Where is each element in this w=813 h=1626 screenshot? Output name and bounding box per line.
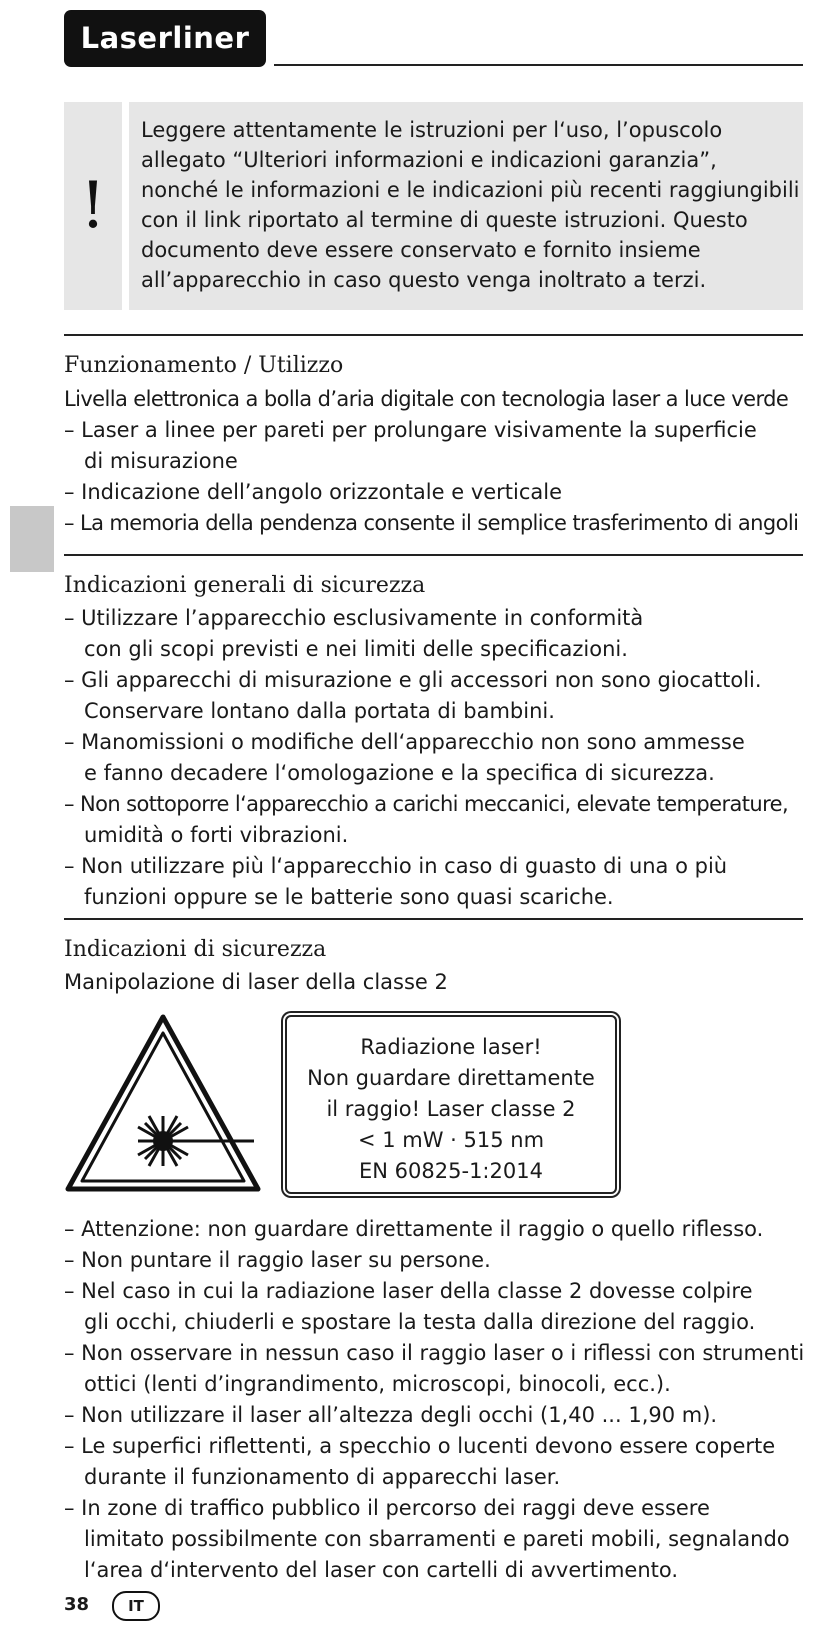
section-heading-safety: Indicazioni di sicurezza (64, 937, 327, 962)
brand-logo: Laserliner (64, 10, 266, 67)
function-line: – La memoria della pendenza consente il semplice trasferimento di angoli (64, 511, 799, 535)
notice-exclamation (64, 102, 122, 310)
general-safety-line: – Utilizzare l’apparecchio esclusivamente in conformità (64, 606, 644, 630)
general-safety-line: umidità o forti vibrazioni. (84, 823, 349, 847)
laser-label-line: Radiazione laser! (360, 1035, 542, 1059)
general-safety-line: – Non utilizzare più l‘apparecchio in caso di guasto di una o più (64, 854, 728, 878)
function-line: Livella elettronica a bolla d’aria digitale con tecnologia laser a luce verde (64, 387, 789, 411)
notice-line: Leggere attentamente le istruzioni per l‘uso, l’opuscolo (141, 118, 723, 142)
section-heading-function: Funzionamento / Utilizzo (64, 353, 344, 378)
safety-line: limitato possibilmente con sbarramenti e pareti mobili, segnalando (84, 1527, 790, 1551)
general-safety-line: – Non sottoporre l‘apparecchio a carichi meccanici, elevate temperature, (64, 792, 789, 816)
section-divider (64, 334, 803, 336)
safety-line: – Non utilizzare il laser all’altezza degli occhi (1,40 ... 1,90 m). (64, 1403, 718, 1427)
general-safety-line: Conservare lontano dalla portata di bambini. (84, 699, 555, 723)
page-side-tab (10, 506, 54, 572)
function-line: di misurazione (84, 449, 238, 473)
notice-line: documento deve essere conservato e fornito insieme (141, 238, 701, 262)
notice-line: con il link riportato al termine di queste istruzioni. Questo (141, 208, 748, 232)
function-text (64, 384, 809, 539)
general-safety-line: con gli scopi previsti e nei limiti delle specificazioni. (84, 637, 628, 661)
safety-subheading-wrap (64, 967, 809, 998)
laser-label-line: Non guardare direttamente (307, 1066, 595, 1090)
safety-line: – Le superfici riflettenti, a specchio o lucenti devono essere coperte (64, 1434, 776, 1458)
general-safety-line: funzioni oppure se le batterie sono quasi scariche. (84, 885, 614, 909)
safety-text (64, 1214, 809, 1586)
safety-line: – Non puntare il raggio laser su persone. (64, 1248, 491, 1272)
notice-line: nonché le informazioni e le indicazioni più recenti raggiungibili (141, 178, 800, 202)
laser-warning-icon (64, 1013, 262, 1193)
language-badge: IT (112, 1591, 160, 1621)
safety-line: l‘area d‘intervento del laser con cartelli di avvertimento. (84, 1558, 679, 1582)
laser-label-line: il raggio! Laser classe 2 (326, 1097, 576, 1121)
section-heading-general-safety: Indicazioni generali di sicurezza (64, 573, 426, 598)
general-safety-line: – Gli apparecchi di misurazione e gli accessori non sono giocattoli. (64, 668, 762, 692)
function-line: – Indicazione dell’angolo orizzontale e verticale (64, 480, 563, 504)
general-safety-line: e fanno decadere l‘omologazione e la specifica di sicurezza. (84, 761, 715, 785)
notice-text (141, 115, 800, 295)
safety-line: gli occhi, chiuderli e spostare la testa dalla direzione del raggio. (84, 1310, 756, 1334)
exclamation-icon: ! (80, 169, 106, 243)
notice-line: all’apparecchio in caso questo venga inoltrato a terzi. (141, 268, 707, 292)
safety-line: ottici (lenti d’ingrandimento, microscopi, binocoli, ecc.). (84, 1372, 671, 1396)
laser-label-line: < 1 mW · 515 nm (357, 1128, 545, 1152)
safety-line: – Nel caso in cui la radiazione laser della classe 2 dovesse colpire (64, 1279, 753, 1303)
safety-line: – In zone di traffico pubblico il percorso dei raggi deve essere (64, 1496, 710, 1520)
laser-label-line: EN 60825-1:2014 (359, 1159, 543, 1183)
safety-line: durante il funzionamento di apparecchi laser. (84, 1465, 561, 1489)
safety-line: – Non osservare in nessun caso il raggio laser o i riflessi con strumenti (64, 1341, 805, 1365)
general-safety-line: – Manomissioni o modifiche dell‘apparecchio non sono ammesse (64, 730, 745, 754)
safety-subheading: Manipolazione di laser della classe 2 (64, 970, 448, 994)
section-divider (64, 554, 803, 556)
laser-class-label (285, 1015, 617, 1194)
notice-box (129, 102, 803, 310)
function-line: – Laser a linee per pareti per prolungare visivamente la superficie (64, 418, 757, 442)
page-number: 38 (64, 1594, 90, 1615)
header-divider (274, 64, 803, 66)
general-safety-text (64, 603, 809, 913)
section-divider (64, 918, 803, 920)
safety-line: – Attenzione: non guardare direttamente il raggio o quello riflesso. (64, 1217, 764, 1241)
notice-line: allegato “Ulteriori informazioni e indicazioni garanzia”, (141, 148, 717, 172)
